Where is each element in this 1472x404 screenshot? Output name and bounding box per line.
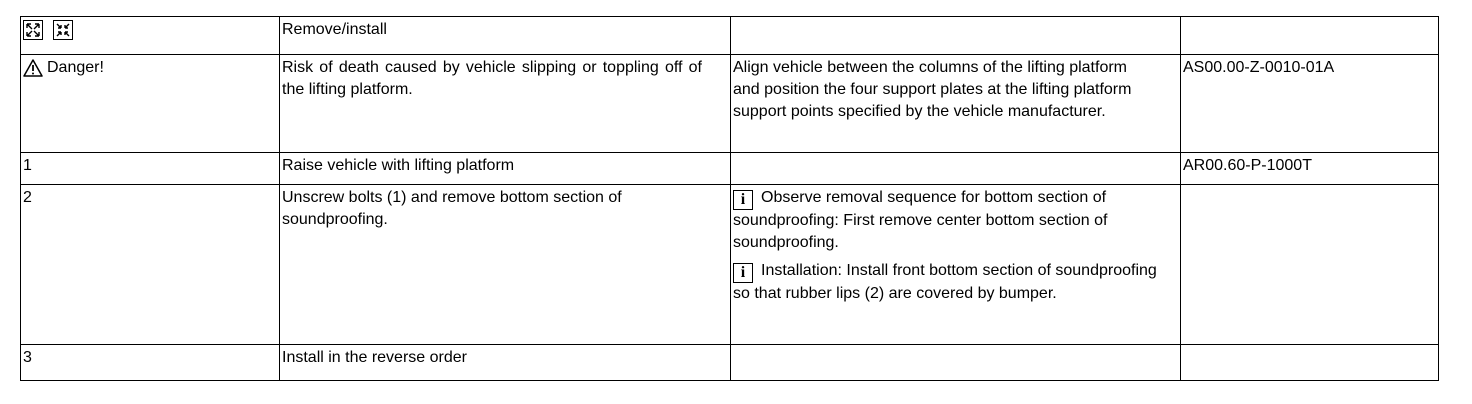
danger-instruction: Align vehicle between the columns of the lifting platform and position the four support plates at the lifting platform support points specified by the vehicle manufacturer.	[731, 55, 1181, 153]
header-icons-cell	[21, 17, 280, 55]
step-number: 3	[21, 345, 280, 381]
note-text: Observe removal sequence for bottom section of soundproofing: First remove center bottom section of soundproofing.	[733, 189, 1108, 251]
note-paragraph	[733, 260, 1172, 305]
info-icon: i	[733, 190, 753, 210]
collapse-icon[interactable]	[53, 20, 73, 40]
step-row	[21, 345, 1439, 381]
danger-reference[interactable]: AS00.00-Z-0010-01A	[1181, 55, 1439, 153]
step-reference[interactable]: AR00.60-P-1000T	[1181, 153, 1439, 185]
step-row	[21, 153, 1439, 185]
section-title: Remove/install	[280, 17, 731, 55]
empty-cell	[731, 345, 1181, 381]
empty-cell	[1181, 17, 1439, 55]
empty-cell	[1181, 185, 1439, 345]
danger-risk: Risk of death caused by vehicle slipping or toppling off of the lifting platform.	[280, 55, 731, 153]
info-icon: i	[733, 263, 753, 283]
empty-cell	[731, 153, 1181, 185]
header-row	[21, 17, 1439, 55]
empty-cell	[1181, 345, 1439, 381]
step-number: 1	[21, 153, 280, 185]
note-paragraph	[733, 187, 1172, 254]
expand-icon[interactable]	[23, 20, 43, 40]
step-number: 2	[21, 185, 280, 345]
danger-label-cell	[21, 55, 280, 153]
step-notes-cell	[731, 185, 1181, 345]
empty-cell	[731, 17, 1181, 55]
procedure-table	[20, 16, 1439, 381]
step-action: Raise vehicle with lifting platform	[280, 153, 731, 185]
step-row	[21, 185, 1439, 345]
danger-row	[21, 55, 1439, 153]
step-action: Install in the reverse order	[280, 345, 731, 381]
step-action: Unscrew bolts (1) and remove bottom section of soundproofing.	[280, 185, 731, 345]
warning-triangle-icon	[23, 59, 43, 77]
danger-label: Danger!	[47, 59, 104, 76]
note-text: Installation: Install front bottom section of soundproofing so that rubber lips (2) are covered by bumper.	[733, 262, 1157, 302]
